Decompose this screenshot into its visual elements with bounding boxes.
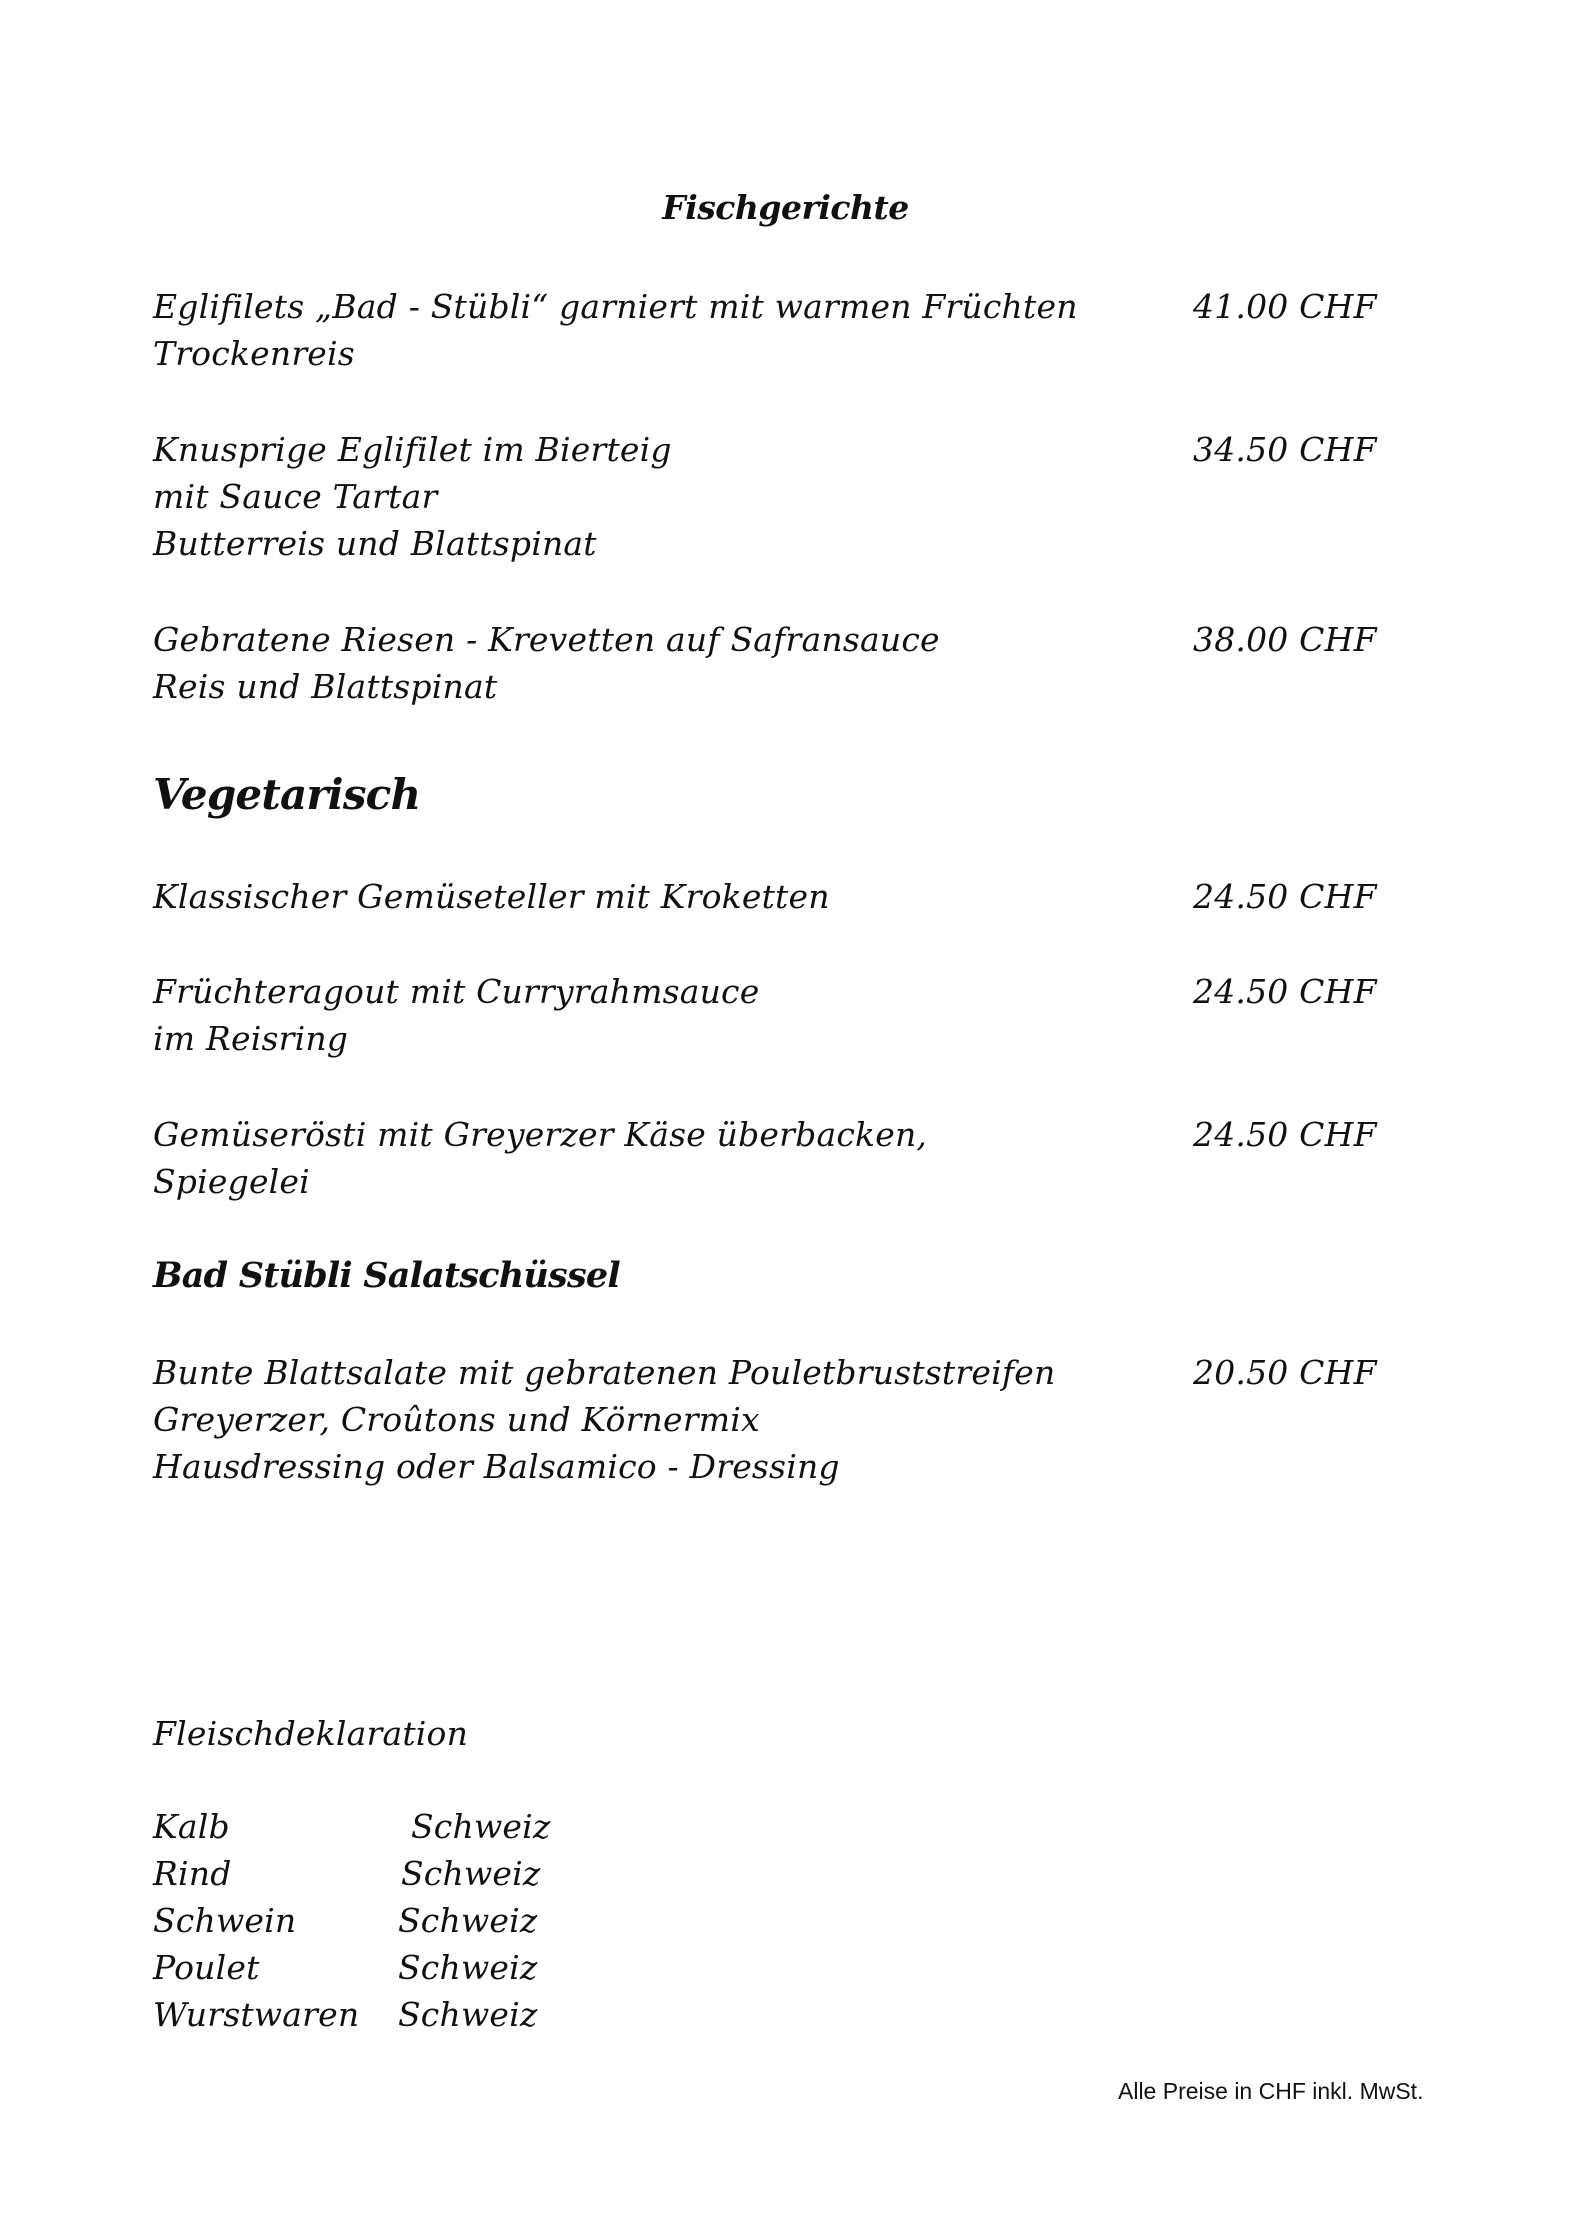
menu-item-line: im Reisring [153, 1019, 349, 1058]
menu-item-line: Klassischer Gemüseteller mit Kroketten [153, 877, 830, 916]
menu-item-description [153, 616, 1173, 710]
section-title-salad: Bad Stübli Salatschüssel [153, 1255, 620, 1296]
meat-declaration-title: Fleischdeklaration [153, 1714, 469, 1753]
menu-item-description [153, 968, 1173, 1062]
meat-declaration-row [153, 1897, 753, 1944]
meat-type: Schwein [153, 1901, 297, 1940]
menu-item-description [153, 283, 1173, 377]
meat-type: Rind [153, 1854, 232, 1893]
meat-origin: Schweiz [411, 1807, 551, 1846]
menu-item-line: Knusprige Eglifilet im Bierteig [153, 430, 672, 469]
meat-declaration-row [153, 1803, 753, 1850]
menu-item-line: Gebratene Riesen - Krevetten auf Safransauce [153, 620, 940, 659]
menu-item-price: 34.50 CHF [1193, 430, 1377, 469]
meat-origin: Schweiz [398, 1948, 538, 1987]
meat-type: Kalb [153, 1807, 230, 1846]
section-title-fish: Fischgerichte [662, 188, 909, 227]
menu-item-line: Spiegelei [153, 1162, 310, 1201]
menu-item-line: Reis und Blattspinat [153, 667, 498, 706]
menu-item-line: Butterreis und Blattspinat [153, 524, 597, 563]
menu-item-price: 24.50 CHF [1193, 1115, 1377, 1154]
menu-item-description [153, 1349, 1173, 1490]
section-title-vegetarian: Vegetarisch [153, 770, 421, 819]
menu-item-line: Gemüserösti mit Greyerzer Käse überbacken, [153, 1115, 928, 1154]
menu-item-line: Früchteragout mit Curryrahmsauce [153, 972, 760, 1011]
meat-declaration-row [153, 1850, 753, 1897]
menu-item-description [153, 873, 1173, 920]
menu-item-line: Greyerzer, Croûtons und Körnermix [153, 1400, 760, 1439]
menu-item-description [153, 426, 1173, 567]
meat-origin: Schweiz [398, 1995, 538, 2034]
menu-item-price: 24.50 CHF [1193, 972, 1377, 1011]
meat-origin: Schweiz [401, 1854, 541, 1893]
menu-item-price: 38.00 CHF [1193, 620, 1377, 659]
menu-item-description [153, 1111, 1173, 1205]
menu-item-line: Bunte Blattsalate mit gebratenen Pouletbruststreifen [153, 1353, 1056, 1392]
menu-item-line: Hausdressing oder Balsamico - Dressing [153, 1447, 840, 1486]
price-note: Alle Preise in CHF inkl. MwSt. [1118, 2078, 1424, 2104]
meat-declaration-row [153, 1944, 753, 1991]
menu-item-line: Trockenreis [153, 334, 355, 373]
meat-origin: Schweiz [398, 1901, 538, 1940]
menu-item-line: mit Sauce Tartar [153, 477, 438, 516]
meat-type: Wurstwaren [153, 1995, 360, 2034]
menu-item-price: 24.50 CHF [1193, 877, 1377, 916]
menu-item-line: Eglifilets „Bad - Stübli“ garniert mit warmen Früchten [153, 287, 1078, 326]
menu-item-price: 20.50 CHF [1193, 1353, 1377, 1392]
menu-item-price: 41.00 CHF [1193, 287, 1377, 326]
meat-type: Poulet [153, 1948, 260, 1987]
meat-declaration-row [153, 1991, 753, 2038]
